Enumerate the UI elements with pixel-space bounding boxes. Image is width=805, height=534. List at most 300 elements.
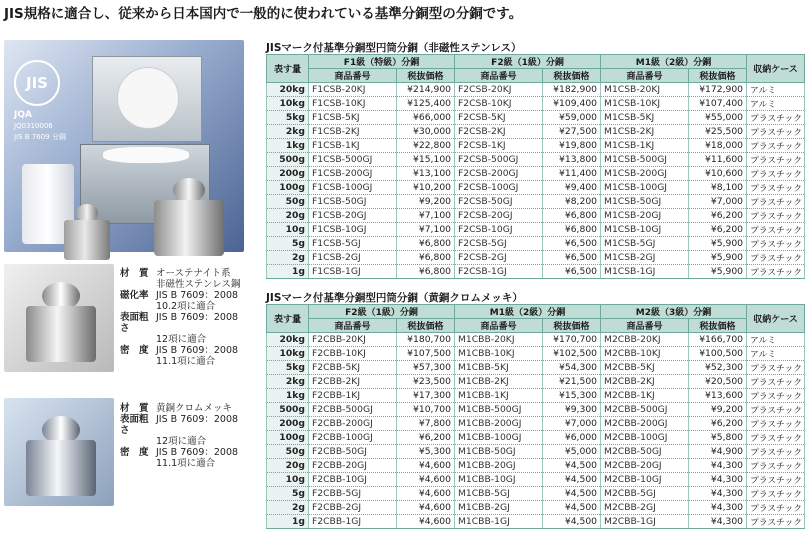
case-cell: アルミ	[747, 333, 805, 347]
price-cell: ¥30,000	[397, 125, 455, 139]
weight-cell: 200g	[267, 167, 309, 181]
spec-row	[120, 356, 270, 367]
table-row	[267, 83, 805, 97]
product-code-cell: F2CSB-50GJ	[455, 195, 543, 209]
brass-weight-photo	[4, 398, 114, 506]
header-weight: 表す量	[267, 55, 309, 83]
product-code-cell: F2CSB-500GJ	[455, 153, 543, 167]
table-row	[267, 153, 805, 167]
spec-row	[120, 447, 270, 458]
product-code-cell: M1CSB-10KJ	[601, 97, 689, 111]
weight-cell: 2g	[267, 251, 309, 265]
weight-cell: 5kg	[267, 361, 309, 375]
weight-cell: 500g	[267, 403, 309, 417]
price-cell: ¥13,600	[689, 389, 747, 403]
product-code-cell: F2CSB-20GJ	[455, 209, 543, 223]
weight-cell: 20g	[267, 209, 309, 223]
spec-value: JIS B 7609：2008	[156, 290, 239, 301]
spec-value: オーステナイト系	[156, 268, 231, 279]
price-cell: ¥9,200	[689, 403, 747, 417]
table-row	[267, 501, 805, 515]
price-cell: ¥7,000	[543, 417, 601, 431]
header-price: 税抜価格	[689, 69, 747, 83]
product-code-cell: F2CBB-50GJ	[309, 445, 397, 459]
price-cell: ¥59,000	[543, 111, 601, 125]
price-cell: ¥170,700	[543, 333, 601, 347]
table-row	[267, 139, 805, 153]
spec-row	[120, 414, 270, 436]
price-cell: ¥5,800	[689, 431, 747, 445]
price-cell: ¥18,000	[689, 139, 747, 153]
spec-key	[120, 279, 156, 290]
product-code-cell: M1CBB-10GJ	[455, 473, 543, 487]
price-cell: ¥4,300	[689, 487, 747, 501]
case-cell: プラスチック	[747, 515, 805, 529]
product-code-cell: F1CSB-20GJ	[309, 209, 397, 223]
case-cell: プラスチック	[747, 459, 805, 473]
product-code-cell: M1CSB-1GJ	[601, 265, 689, 279]
product-code-cell: M1CBB-20KJ	[455, 333, 543, 347]
product-code-cell: F2CBB-10GJ	[309, 473, 397, 487]
product-code-cell: M2CBB-500GJ	[601, 403, 689, 417]
spec-row	[120, 312, 270, 334]
table-row	[267, 459, 805, 473]
price-cell: ¥15,300	[543, 389, 601, 403]
product-code-cell: F1CSB-100GJ	[309, 181, 397, 195]
case-lid-recess	[117, 67, 179, 129]
weight-cell: 10kg	[267, 347, 309, 361]
product-code-cell: F2CBB-2GJ	[309, 501, 397, 515]
price-cell: ¥8,200	[543, 195, 601, 209]
header-code: 商品番号	[455, 319, 543, 333]
product-code-cell: M1CSB-100GJ	[601, 181, 689, 195]
weight-cell: 50g	[267, 445, 309, 459]
header-group: F2級（1級）分銅	[309, 305, 455, 319]
weight-cell: 1kg	[267, 389, 309, 403]
price-cell: ¥10,600	[689, 167, 747, 181]
spec-key	[120, 334, 156, 345]
case-lid	[92, 56, 202, 142]
price-cell: ¥4,600	[397, 487, 455, 501]
table-row	[267, 417, 805, 431]
price-cell: ¥11,600	[689, 153, 747, 167]
spec-row	[120, 290, 270, 301]
spec-row	[120, 403, 270, 414]
price-cell: ¥21,500	[543, 375, 601, 389]
badge-cert: JQ0310006	[14, 122, 53, 130]
price-cell: ¥102,500	[543, 347, 601, 361]
product-code-cell: M1CBB-500GJ	[455, 403, 543, 417]
product-code-cell: F1CSB-1GJ	[309, 265, 397, 279]
product-code-cell: M1CSB-5GJ	[601, 237, 689, 251]
spec-key: 材 質	[120, 403, 149, 414]
product-code-cell: F1CSB-2KJ	[309, 125, 397, 139]
header-group: M2級（3級）分銅	[601, 305, 747, 319]
header-price: 税抜価格	[543, 319, 601, 333]
price-cell: ¥172,900	[689, 83, 747, 97]
product-code-cell: F2CSB-10KJ	[455, 97, 543, 111]
table1-body	[267, 83, 805, 279]
product-code-cell: M1CBB-2GJ	[455, 501, 543, 515]
product-code-cell: F2CSB-5KJ	[455, 111, 543, 125]
weight-cell: 1kg	[267, 139, 309, 153]
product-code-cell: M1CBB-1KJ	[455, 389, 543, 403]
table-row	[267, 97, 805, 111]
price-cell: ¥19,800	[543, 139, 601, 153]
product-code-cell: M1CSB-10GJ	[601, 223, 689, 237]
product-code-cell: M1CBB-5KJ	[455, 361, 543, 375]
price-cell: ¥6,500	[543, 237, 601, 251]
price-cell: ¥7,100	[397, 223, 455, 237]
table-row	[267, 209, 805, 223]
price-cell: ¥15,100	[397, 153, 455, 167]
case-cell: プラスチック	[747, 487, 805, 501]
product-code-cell: M1CSB-20GJ	[601, 209, 689, 223]
spec-row	[120, 345, 270, 356]
weight-cell: 5g	[267, 237, 309, 251]
table2-title: JISマーク付基準分銅型円筒分銅（黄銅クロムメッキ）	[266, 292, 523, 304]
price-cell: ¥27,500	[543, 125, 601, 139]
price-cell: ¥125,400	[397, 97, 455, 111]
stainless-spec-list	[120, 268, 270, 367]
case-cell: プラスチック	[747, 403, 805, 417]
price-cell: ¥6,800	[543, 223, 601, 237]
product-code-cell: F1CSB-20KJ	[309, 83, 397, 97]
header-weight: 表す量	[267, 305, 309, 333]
spec-key: 密 度	[120, 345, 149, 356]
product-code-cell: F1CSB-5KJ	[309, 111, 397, 125]
case-cell: プラスチック	[747, 361, 805, 375]
weight-cell: 10g	[267, 473, 309, 487]
product-code-cell: F2CBB-20KJ	[309, 333, 397, 347]
price-cell: ¥7,000	[689, 195, 747, 209]
price-cell: ¥5,900	[689, 265, 747, 279]
spec-value: JIS B 7609：2008	[156, 345, 239, 356]
case-cell: プラスチック	[747, 389, 805, 403]
product-code-cell: M2CBB-2GJ	[601, 501, 689, 515]
large-weight-knob	[173, 178, 205, 202]
product-code-cell: F2CBB-5KJ	[309, 361, 397, 375]
product-code-cell: F2CSB-200GJ	[455, 167, 543, 181]
price-cell: ¥109,400	[543, 97, 601, 111]
product-code-cell: F1CSB-500GJ	[309, 153, 397, 167]
price-cell: ¥10,700	[397, 403, 455, 417]
case-cell: プラスチック	[747, 139, 805, 153]
product-code-cell: M1CBB-20GJ	[455, 459, 543, 473]
price-cell: ¥54,300	[543, 361, 601, 375]
table-row	[267, 487, 805, 501]
product-code-cell: F2CBB-200GJ	[309, 417, 397, 431]
spec-key	[120, 436, 156, 447]
product-code-cell: M1CSB-50GJ	[601, 195, 689, 209]
case-cell: プラスチック	[747, 473, 805, 487]
case-cell: プラスチック	[747, 431, 805, 445]
spec-value: 11.1項に適合	[156, 356, 216, 367]
product-code-cell: F1CSB-2GJ	[309, 251, 397, 265]
weight-cell: 2kg	[267, 125, 309, 139]
case-cell: アルミ	[747, 347, 805, 361]
price-cell: ¥100,500	[689, 347, 747, 361]
weight-body	[26, 440, 96, 496]
table-row	[267, 195, 805, 209]
stainless-price-table	[266, 54, 805, 279]
header-code: 商品番号	[601, 69, 689, 83]
header-code: 商品番号	[601, 319, 689, 333]
product-code-cell: F2CBB-20GJ	[309, 459, 397, 473]
header-case: 収納ケース	[747, 55, 805, 83]
case-cell: プラスチック	[747, 125, 805, 139]
weight-cell: 20kg	[267, 333, 309, 347]
weight-cell: 2g	[267, 501, 309, 515]
case-cell: プラスチック	[747, 501, 805, 515]
case-cell: プラスチック	[747, 237, 805, 251]
price-cell: ¥107,400	[689, 97, 747, 111]
price-cell: ¥52,300	[689, 361, 747, 375]
spec-row	[120, 436, 270, 447]
price-cell: ¥4,500	[543, 487, 601, 501]
table1-title: JISマーク付基準分銅型円筒分銅（非磁性ステンレス）	[266, 42, 522, 54]
price-cell: ¥182,900	[543, 83, 601, 97]
small-weight-body	[64, 220, 110, 260]
spec-value: JIS B 7609：2008	[156, 414, 239, 425]
case-cell: プラスチック	[747, 265, 805, 279]
price-cell: ¥4,300	[689, 459, 747, 473]
price-cell: ¥22,800	[397, 139, 455, 153]
case-cell: プラスチック	[747, 181, 805, 195]
table-row	[267, 389, 805, 403]
price-cell: ¥20,500	[689, 375, 747, 389]
spec-row	[120, 334, 270, 345]
case-cell: プラスチック	[747, 251, 805, 265]
table-row	[267, 251, 805, 265]
table-row	[267, 111, 805, 125]
header-price: 税抜価格	[689, 319, 747, 333]
spec-value: 10.2項に適合	[156, 301, 216, 312]
weight-cell: 20g	[267, 459, 309, 473]
case-cell: プラスチック	[747, 167, 805, 181]
weight-cell: 1g	[267, 515, 309, 529]
table-row	[267, 125, 805, 139]
product-code-cell: F2CSB-2KJ	[455, 125, 543, 139]
price-cell: ¥11,400	[543, 167, 601, 181]
price-cell: ¥6,000	[543, 431, 601, 445]
spec-row	[120, 279, 270, 290]
price-cell: ¥17,300	[397, 389, 455, 403]
table-row	[267, 375, 805, 389]
case-cell: プラスチック	[747, 445, 805, 459]
weight-cell: 2kg	[267, 375, 309, 389]
price-cell: ¥5,000	[543, 445, 601, 459]
price-cell: ¥4,300	[689, 515, 747, 529]
price-cell: ¥4,600	[397, 473, 455, 487]
price-cell: ¥25,500	[689, 125, 747, 139]
header-price: 税抜価格	[543, 69, 601, 83]
header-price: 税抜価格	[397, 69, 455, 83]
weight-body	[26, 306, 96, 362]
price-cell: ¥13,800	[543, 153, 601, 167]
weight-cell: 20kg	[267, 83, 309, 97]
header-case: 収納ケース	[747, 305, 805, 333]
weight-cell: 500g	[267, 153, 309, 167]
product-code-cell: F2CSB-5GJ	[455, 237, 543, 251]
weight-cell: 10g	[267, 223, 309, 237]
case-cell: アルミ	[747, 83, 805, 97]
case-cell: プラスチック	[747, 417, 805, 431]
brass-spec-list	[120, 403, 270, 469]
product-code-cell: F2CSB-100GJ	[455, 181, 543, 195]
product-code-cell: F2CBB-1GJ	[309, 515, 397, 529]
price-cell: ¥9,200	[397, 195, 455, 209]
price-cell: ¥6,200	[689, 209, 747, 223]
price-cell: ¥4,600	[397, 459, 455, 473]
product-code-cell: F2CSB-1GJ	[455, 265, 543, 279]
price-cell: ¥5,900	[689, 237, 747, 251]
jis-mark-icon: JIS	[14, 60, 60, 106]
product-code-cell: M1CSB-200GJ	[601, 167, 689, 181]
spec-value: JIS B 7609：2008	[156, 447, 239, 458]
price-cell: ¥4,500	[543, 459, 601, 473]
price-cell: ¥4,600	[397, 501, 455, 515]
table-row	[267, 445, 805, 459]
price-cell: ¥6,800	[543, 209, 601, 223]
price-cell: ¥166,700	[689, 333, 747, 347]
price-cell: ¥66,000	[397, 111, 455, 125]
price-cell: ¥13,100	[397, 167, 455, 181]
product-code-cell: M1CSB-2KJ	[601, 125, 689, 139]
spec-key	[120, 301, 156, 312]
product-code-cell: M2CBB-2KJ	[601, 375, 689, 389]
table-row	[267, 237, 805, 251]
product-code-cell: F2CSB-1KJ	[455, 139, 543, 153]
price-cell: ¥4,300	[689, 501, 747, 515]
product-code-cell: F2CSB-20KJ	[455, 83, 543, 97]
product-code-cell: M2CBB-20GJ	[601, 459, 689, 473]
weight-cell: 5kg	[267, 111, 309, 125]
case-cell: プラスチック	[747, 209, 805, 223]
price-cell: ¥6,800	[397, 251, 455, 265]
table-row	[267, 361, 805, 375]
case-cell: プラスチック	[747, 153, 805, 167]
weight-cell: 50g	[267, 195, 309, 209]
header-group: F2級（1級）分銅	[455, 55, 601, 69]
product-code-cell: F2CSB-2GJ	[455, 251, 543, 265]
price-cell: ¥6,800	[397, 237, 455, 251]
badge-standard: JIS B 7609 分銅	[14, 133, 66, 141]
brass-price-table	[266, 304, 805, 529]
price-cell: ¥10,200	[397, 181, 455, 195]
price-cell: ¥9,300	[543, 403, 601, 417]
spec-key: 表面粗さ	[120, 414, 149, 436]
product-code-cell: M2CBB-50GJ	[601, 445, 689, 459]
header-code: 商品番号	[309, 69, 397, 83]
product-code-cell: F1CSB-200GJ	[309, 167, 397, 181]
case-cell: プラスチック	[747, 223, 805, 237]
product-code-cell: M2CBB-100GJ	[601, 431, 689, 445]
table-row	[267, 515, 805, 529]
price-cell: ¥4,500	[543, 501, 601, 515]
spec-value: 非磁性ステンレス鋼	[156, 279, 241, 290]
price-cell: ¥7,800	[397, 417, 455, 431]
price-cell: ¥6,500	[543, 251, 601, 265]
product-photo-set	[4, 40, 244, 252]
price-cell: ¥4,500	[543, 473, 601, 487]
price-cell: ¥4,300	[689, 473, 747, 487]
table-row	[267, 431, 805, 445]
table-row	[267, 333, 805, 347]
large-weight-body	[154, 200, 224, 256]
header-group: M1級（2級）分銅	[455, 305, 601, 319]
price-cell: ¥4,600	[397, 515, 455, 529]
price-cell: ¥5,900	[689, 251, 747, 265]
product-code-cell: M2CBB-200GJ	[601, 417, 689, 431]
weight-cell: 1g	[267, 265, 309, 279]
product-code-cell: F1CSB-10KJ	[309, 97, 397, 111]
weight-cell: 200g	[267, 417, 309, 431]
header-group: F1級（特級）分銅	[309, 55, 455, 69]
product-code-cell: F2CBB-2KJ	[309, 375, 397, 389]
spec-value: JIS B 7609：2008	[156, 312, 239, 323]
price-cell: ¥5,300	[397, 445, 455, 459]
product-code-cell: M2CBB-1GJ	[601, 515, 689, 529]
product-code-cell: M2CBB-5GJ	[601, 487, 689, 501]
product-code-cell: M2CBB-10GJ	[601, 473, 689, 487]
table-row	[267, 167, 805, 181]
weight-cell: 10kg	[267, 97, 309, 111]
product-code-cell: F2CSB-10GJ	[455, 223, 543, 237]
product-code-cell: M1CBB-10KJ	[455, 347, 543, 361]
spec-value: 12項に適合	[156, 334, 207, 345]
spec-value: 12項に適合	[156, 436, 207, 447]
spec-key: 密 度	[120, 447, 149, 458]
case-foam	[103, 147, 189, 163]
price-cell: ¥180,700	[397, 333, 455, 347]
spec-key: 材 質	[120, 268, 149, 279]
product-code-cell: M1CBB-100GJ	[455, 431, 543, 445]
table-row	[267, 181, 805, 195]
product-code-cell: F1CSB-50GJ	[309, 195, 397, 209]
header-group: M1級（2級）分銅	[601, 55, 747, 69]
price-cell: ¥6,200	[689, 223, 747, 237]
product-code-cell: M1CSB-20KJ	[601, 83, 689, 97]
price-cell: ¥6,200	[689, 417, 747, 431]
case-cell: アルミ	[747, 97, 805, 111]
price-cell: ¥8,100	[689, 181, 747, 195]
price-cell: ¥4,500	[543, 515, 601, 529]
case-cell: プラスチック	[747, 195, 805, 209]
price-cell: ¥214,900	[397, 83, 455, 97]
spec-row	[120, 268, 270, 279]
case-cell: プラスチック	[747, 111, 805, 125]
badge-org: JQA	[14, 110, 32, 120]
weight-cell: 100g	[267, 431, 309, 445]
product-code-cell: M1CSB-2GJ	[601, 251, 689, 265]
product-code-cell: F1CSB-10GJ	[309, 223, 397, 237]
product-code-cell: F2CBB-100GJ	[309, 431, 397, 445]
product-code-cell: F1CSB-5GJ	[309, 237, 397, 251]
price-cell: ¥6,500	[543, 265, 601, 279]
product-code-cell: M1CBB-50GJ	[455, 445, 543, 459]
spec-row	[120, 458, 270, 469]
spec-key	[120, 356, 156, 367]
product-code-cell: M1CBB-2KJ	[455, 375, 543, 389]
table-row	[267, 223, 805, 237]
header-price: 税抜価格	[397, 319, 455, 333]
product-code-cell: M2CBB-5KJ	[601, 361, 689, 375]
product-code-cell: M1CSB-5KJ	[601, 111, 689, 125]
price-cell: ¥7,100	[397, 209, 455, 223]
product-code-cell: M1CBB-200GJ	[455, 417, 543, 431]
product-code-cell: M1CBB-5GJ	[455, 487, 543, 501]
